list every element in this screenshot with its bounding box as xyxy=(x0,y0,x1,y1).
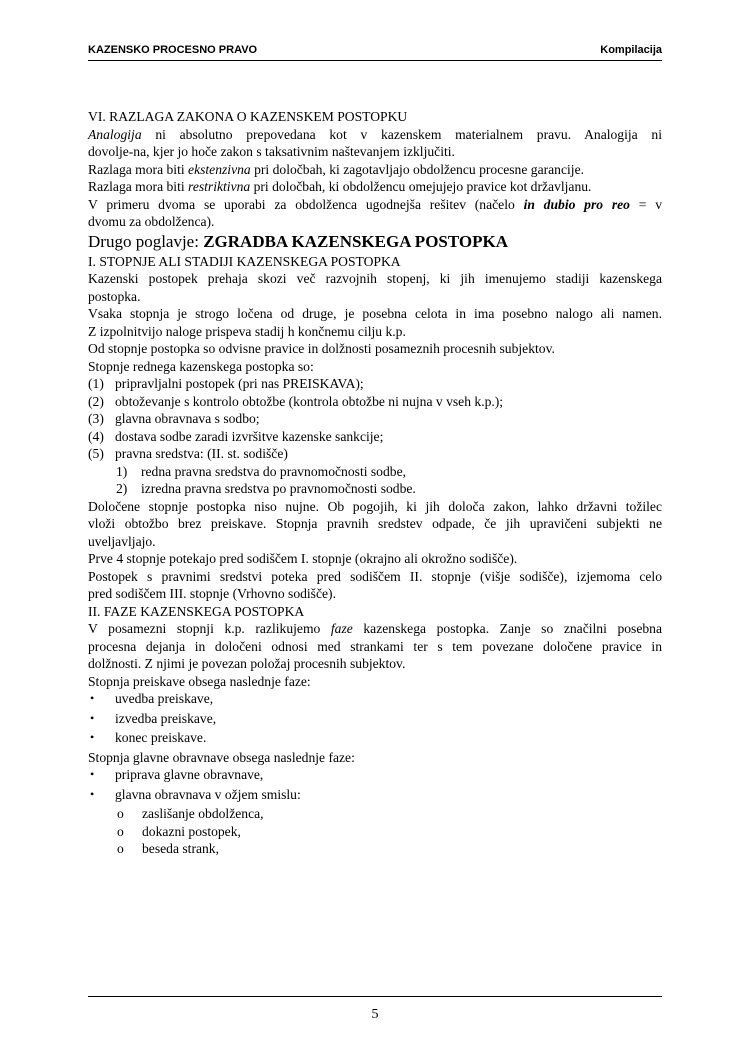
list-item: o zaslišanje obdolženca, xyxy=(117,806,264,821)
bullet-icon: • xyxy=(90,691,95,705)
list-item: 1) redna pravna sredstva do pravnomočnosti sodbe, xyxy=(116,463,407,479)
emphasis-term: faze xyxy=(330,621,353,636)
list-item: • priprava glavne obravnave, xyxy=(90,767,264,782)
list-item: (1) pripravljalni postopek (pri nas PREISKAVA); xyxy=(88,376,364,391)
emphasis-term: restriktivna xyxy=(188,179,251,194)
section-heading: I. STOPNJE ALI STADIJI KAZENSKEGA POSTOPKA xyxy=(88,253,401,269)
circle-bullet-icon: o xyxy=(117,806,124,821)
bullet-icon: • xyxy=(90,767,95,781)
trial-subphases-list xyxy=(88,805,662,858)
footer-divider xyxy=(88,996,662,997)
paragraph: Razlaga mora biti ekstenzivna pri določbah, ki zagotavljajo obdolžencu procesne garancije. xyxy=(88,161,584,177)
list-item: • konec preiskave. xyxy=(90,730,207,745)
paragraph: Analogija ni absolutno prepovedana kot v kazenskem materialnem pravu. Analogija ni dovolje-na, kjer jo hoče zakon s taksativnim naštevanjem izključiti. xyxy=(88,126,662,159)
investigation-phases-list xyxy=(88,690,662,749)
list-item: • izvedba preiskave, xyxy=(90,710,217,726)
list-item: • uvedba preiskave, xyxy=(90,691,214,706)
stages-list xyxy=(88,375,662,463)
emphasis-term: Analogija xyxy=(88,126,142,142)
bullet-icon: • xyxy=(90,786,95,801)
header-subtitle: Kompilacija xyxy=(600,44,662,56)
circle-bullet-icon: o xyxy=(117,841,124,856)
remedies-list xyxy=(88,463,662,498)
list-item: o dokazni postopek, xyxy=(117,823,241,839)
list-item: (3) glavna obravnava s sodbo; xyxy=(88,411,260,426)
list-item: o beseda strank, xyxy=(117,841,220,856)
chapter-heading: Drugo poglavje: ZGRADBA KAZENSKEGA POSTOPKA xyxy=(88,231,509,251)
bullet-icon: • xyxy=(90,710,95,725)
trial-phases-list xyxy=(88,766,662,805)
list-item: (5) pravna sredstva: (II. st. sodišče) xyxy=(88,446,288,461)
emphasis-term: in dubio pro reo xyxy=(523,196,630,212)
paragraph: Vsaka stopnja je strogo ločena od druge, je posebna celota in ima posebno nalogo ali namen. Z izpolnitvijo naloge prispeva stadij h končnemu cilju k.p. xyxy=(88,306,662,339)
section-heading: II. FAZE KAZENSKEGA POSTOPKA xyxy=(88,603,305,619)
header-title: KAZENSKO PROCESNO PRAVO xyxy=(88,44,258,56)
paragraph: Kazenski postopek prehaja skozi več razvojnih stopenj, ki jih imenujemo stadiji kazenskega postopka. xyxy=(88,271,662,304)
paragraph: Od stopnje postopka so odvisne pravice in dolžnosti posameznih procesnih subjektov. xyxy=(88,341,555,356)
paragraph: V posamezni stopnji k.p. razlikujemo faze kazenskega postopka. Zanje so značilni posebna procesna dejanja in določeni odnosi med strankami ter s tem povezane določene pravice in dolžnosti. Z njimi je povezan položaj procesnih subjektov. xyxy=(88,621,662,671)
paragraph: Stopnja preiskave obsega naslednje faze: xyxy=(88,673,311,689)
page-number: 5 xyxy=(371,1007,379,1022)
paragraph: Določene stopnje postopka niso nujne. Ob pogojih, ki jih določa zakon, lahko državni tožilec vloži obtožbo brez preiskave. Stopnja pravnih sredstev odpade, če jih upravičeni subjekti ne uveljavljajo. xyxy=(88,498,662,549)
list-item: • glavna obravnava v ožjem smislu: xyxy=(90,786,301,802)
paragraph: Prve 4 stopnje potekajo pred sodiščem I. stopnje (okrajno ali okrožno sodišče). xyxy=(88,551,518,566)
section-heading: VI. RAZLAGA ZAKONA O KAZENSKEM POSTOPKU xyxy=(88,109,408,124)
circle-bullet-icon: o xyxy=(117,823,124,839)
paragraph: Postopek s pravnimi sredstvi poteka pred sodiščem II. stopnje (višje sodišče), izjemoma celo pred sodiščem III. stopnje (Vrhovno sodišče). xyxy=(88,568,662,601)
list-item: (4) dostava sodbe zaradi izvršitve kazenske sankcije; xyxy=(88,428,384,444)
list-item: (2) obtoževanje s kontrolo obtožbe (kontrola obtožbe ni nujna v vseh k.p.); xyxy=(88,393,504,409)
emphasis-term: ekstenzivna xyxy=(188,161,251,177)
paragraph: Razlaga mora biti restriktivna pri določbah, ki obdolžencu omejujejo pravice kot državljanu. xyxy=(88,179,592,194)
paragraph: V primeru dvoma se uporabi za obdolženca ugodnejša rešitev (načelo in dubio pro reo = v dvomu za obdolženca). xyxy=(88,196,663,229)
bullet-icon: • xyxy=(90,730,95,744)
page-content xyxy=(88,108,662,858)
paragraph: Stopnje rednega kazenskega postopka so: xyxy=(88,358,314,374)
list-item: 2) izredna pravna sredstva po pravnomočnosti sodbe. xyxy=(116,481,416,496)
paragraph: Stopnja glavne obravnave obsega naslednje faze: xyxy=(88,749,355,765)
running-header xyxy=(88,44,662,61)
